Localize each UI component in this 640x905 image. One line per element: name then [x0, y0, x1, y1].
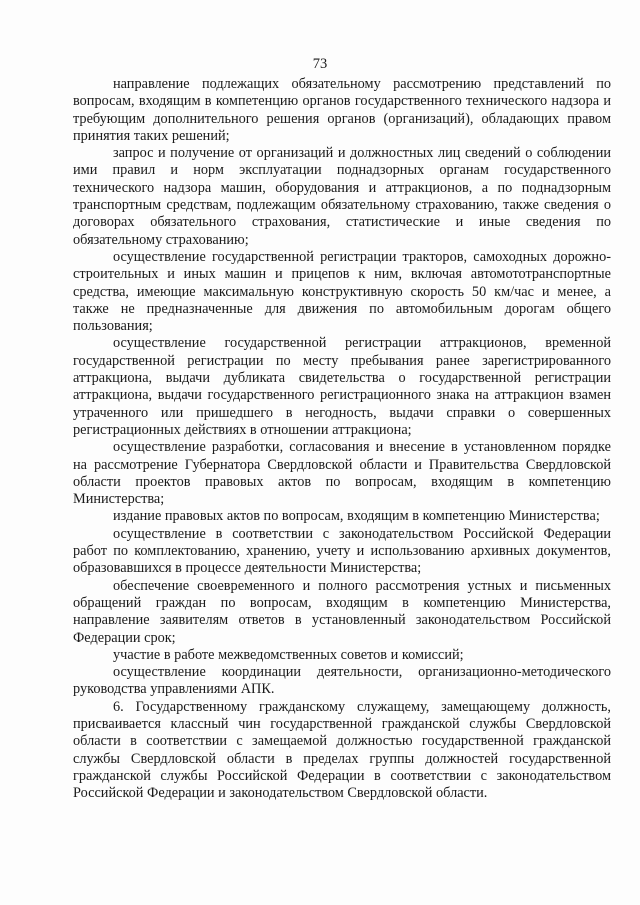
- document-body: [73, 76, 611, 802]
- paragraph-legal-drafts: осуществление разработки, согласования и внесение в установленном порядке на рассмотрение Губернатора Свердловской области и Правительства Свердловской области проектов правовых актов по вопросам, входящим в компетенцию Министерства;: [73, 439, 611, 508]
- paragraph-information-requests: запрос и получение от организаций и должностных лиц сведений о соблюдении ими правил и норм эксплуатации поднадзорных органам государственного технического надзора машин, оборудования и аттракционов, а по поднадзорным транспортным средствам, подлежащим обязательному страхованию, также сведения о договорах обязательного страхования, статистические и иные сведения по обязательному страхованию;: [73, 145, 611, 248]
- paragraph-coordination: осуществление координации деятельности, организационно-методического руководства управлениями АПК.: [73, 664, 611, 698]
- paragraph-councils: участие в работе межведомственных советов и комиссий;: [113, 646, 464, 663]
- paragraph-archives: осуществление в соответствии с законодательством Российской Федерации работ по комплектованию, хранению, учету и использованию архивных документов, образовавшихся в процессе деятельности Министерства;: [73, 525, 611, 577]
- page-number: 73: [312, 56, 328, 72]
- paragraph-submissions: направление подлежащих обязательному рассмотрению представлений по вопросам, входящим в компетенцию органов государственного технического надзора и требующим дополнительного решения органов (организаций), обладающих правом принятия таких решений;: [73, 76, 611, 144]
- paragraph-citizen-appeals: обеспечение своевременного и полного рассмотрения устных и письменных обращений граждан по вопросам, входящим в компетенцию Министерства, направление заявителям ответов в установленный законодательством Российской Федерации срок;: [73, 577, 611, 646]
- paragraph-legal-acts: издание правовых актов по вопросам, входящим в компетенцию Министерства;: [113, 508, 600, 525]
- paragraph-section-6: 6. Государственному гражданскому служащему, замещающему должность, присваивается классный чин государственной гражданской службы Свердловской области в соответствии с замещаемой должностью государственной гражданской службы Свердловской области в пределах группы должностей государственной гражданской службы Российской Федерации в соответствии с законодательством Российской Федерации и законодательством Свердловской области.: [73, 698, 611, 802]
- paragraph-attraction-registration: осуществление государственной регистрации аттракционов, временной государственной регистрации по месту пребывания ранее зарегистрированного аттракциона, выдачи дубликата свидетельства о государственной регистрации аттракциона, выдачи государственного регистрационного знака на аттракцион взамен утраченного или пришедшего в негодность, выдачи справки о совершенных регистрационных действиях в отношении аттракциона;: [73, 335, 611, 438]
- paragraph-tractor-registration: осуществление государственной регистрации тракторов, самоходных дорожно-строительных и иных машин и прицепов к ним, включая автомототранспортные средства, имеющие максимальную конструктивную скорость 50 км/час и менее, а также не предназначенные для движения по автомобильным дорогам общего пользования;: [73, 248, 611, 335]
